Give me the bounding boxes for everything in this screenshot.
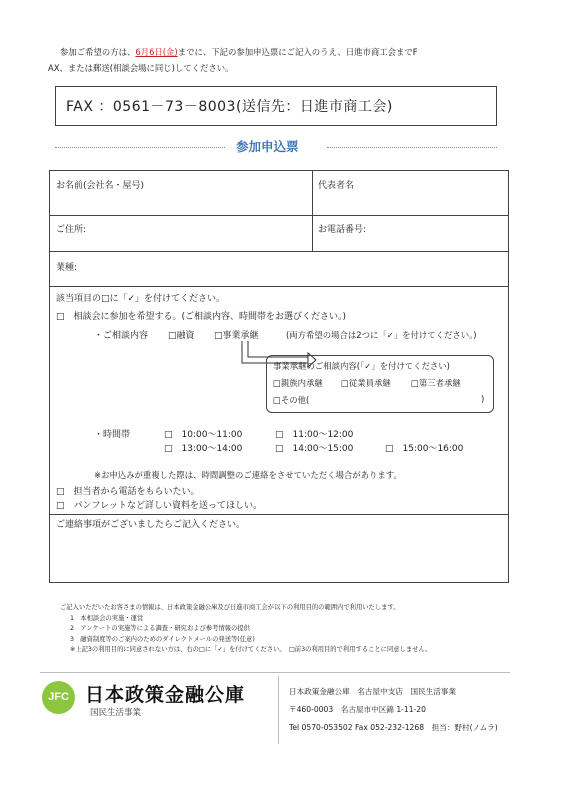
financing-checkbox[interactable]: □融資	[168, 331, 195, 341]
organization-division: 国民生活事業	[90, 708, 142, 718]
succession-checkbox[interactable]: □事業承継	[214, 331, 259, 341]
divider-right	[327, 147, 497, 148]
representative-label: 代表者名	[318, 181, 355, 191]
consult-option[interactable]: □ 相談会に参加を希望する。(ご相談内容、時間帯をお選びください。)	[56, 312, 347, 322]
notes-line3: 2 アンケートの実施等による調査・研究および参考情報の提供	[70, 625, 250, 633]
intro-line1-rest: までに、下記の参加申込票にご記入のうえ、日進市商工会までF	[177, 47, 418, 57]
succession-detail-box	[266, 355, 494, 413]
time-slot-3[interactable]: □ 13:00〜14:00	[164, 444, 243, 454]
fax-box	[55, 86, 497, 126]
intro-line2: AX、または郵送(相談会場に同じ)してください。	[48, 63, 234, 73]
organization-name: 日本政策金融公庫	[85, 684, 246, 706]
consult-note: (両方希望の場合は2つに「✓」を付けてください。)	[286, 330, 477, 340]
other-close-paren: )	[481, 394, 485, 404]
notes-line5[interactable]: ※上記3の利用目的に同意されない方は、右の□に「✓」を付けてください。 □前3の利用目的で利用することに同意しません。	[70, 646, 432, 654]
time-slot-5[interactable]: □ 15:00〜16:00	[385, 444, 464, 454]
time-slot-2[interactable]: □ 11:00〜12:00	[275, 430, 354, 440]
other-succession-checkbox[interactable]: □その他(	[273, 395, 310, 405]
address-label: ご住所:	[56, 225, 87, 235]
call-option[interactable]: □ 担当者から電話をもらいたい。	[56, 487, 200, 497]
footer-divider	[40, 672, 510, 673]
divider-left	[55, 147, 225, 148]
jfc-logo-icon: JFC	[42, 681, 75, 714]
intro-line1: 参加ご希望の方は、	[60, 47, 136, 57]
time-slot-1[interactable]: □ 10:00〜11:00	[164, 430, 243, 440]
time-label: ・時間帯	[94, 430, 131, 440]
application-form	[49, 170, 509, 583]
contact-phone: Tel 0570-053502 Fax 052-232-1268 担当：野村(ノムラ)	[289, 723, 498, 732]
deadline: 6月6日(金)	[135, 47, 178, 57]
instruction: 該当項目の□に「✓」を付けてください。	[56, 294, 226, 304]
notes-line4: 3 融資制度等のご案内のためのダイレクトメールの発送等(任意)	[70, 635, 255, 643]
overlap-note: ※お申込みが重複した際は、時間調整のご連絡をさせていただく場合があります。	[94, 470, 402, 480]
third-party-succession-checkbox[interactable]: □第三者承継	[411, 378, 461, 388]
contact-address: 〒460-0003 名古屋市中区錦 1-11-20	[289, 705, 426, 714]
consult-content-label: ・ご相談内容	[94, 331, 149, 341]
succession-title: 事業承継のご相談内容(「✓」を付けてください)	[273, 361, 450, 371]
name-label: お名前(会社名・屋号)	[56, 181, 145, 191]
family-succession-checkbox[interactable]: □親族内承継	[273, 378, 323, 388]
fax-number: FAX ：0561－73－8003(送信先：日進市商工会)	[66, 99, 393, 115]
employee-succession-checkbox[interactable]: □従業員承継	[341, 378, 391, 388]
privacy-notes	[60, 603, 431, 656]
contact-note-field[interactable]: ご連絡事項がございましたらご記入ください。	[56, 520, 246, 530]
contact-branch: 日本政策金融公庫 名古屋中支店 国民生活事業	[289, 687, 457, 696]
contact-info	[278, 676, 513, 744]
notes-line1: ご記入いただいたお客さまの情報は、日本政策金融公庫及び日進市商工会が以下の利用目的の範囲内で利用いたします。	[60, 604, 400, 611]
form-title: 参加申込票	[236, 139, 299, 154]
phone-label: お電話番号:	[318, 225, 367, 235]
intro-text	[48, 44, 530, 76]
pamphlet-option[interactable]: □ パンフレットなど詳しい資料を送ってほしい。	[56, 501, 263, 511]
notes-line2: 1 本相談会の実施・運営	[70, 614, 144, 622]
time-slot-4[interactable]: □ 14:00〜15:00	[275, 444, 354, 454]
industry-label: 業種:	[56, 263, 78, 273]
